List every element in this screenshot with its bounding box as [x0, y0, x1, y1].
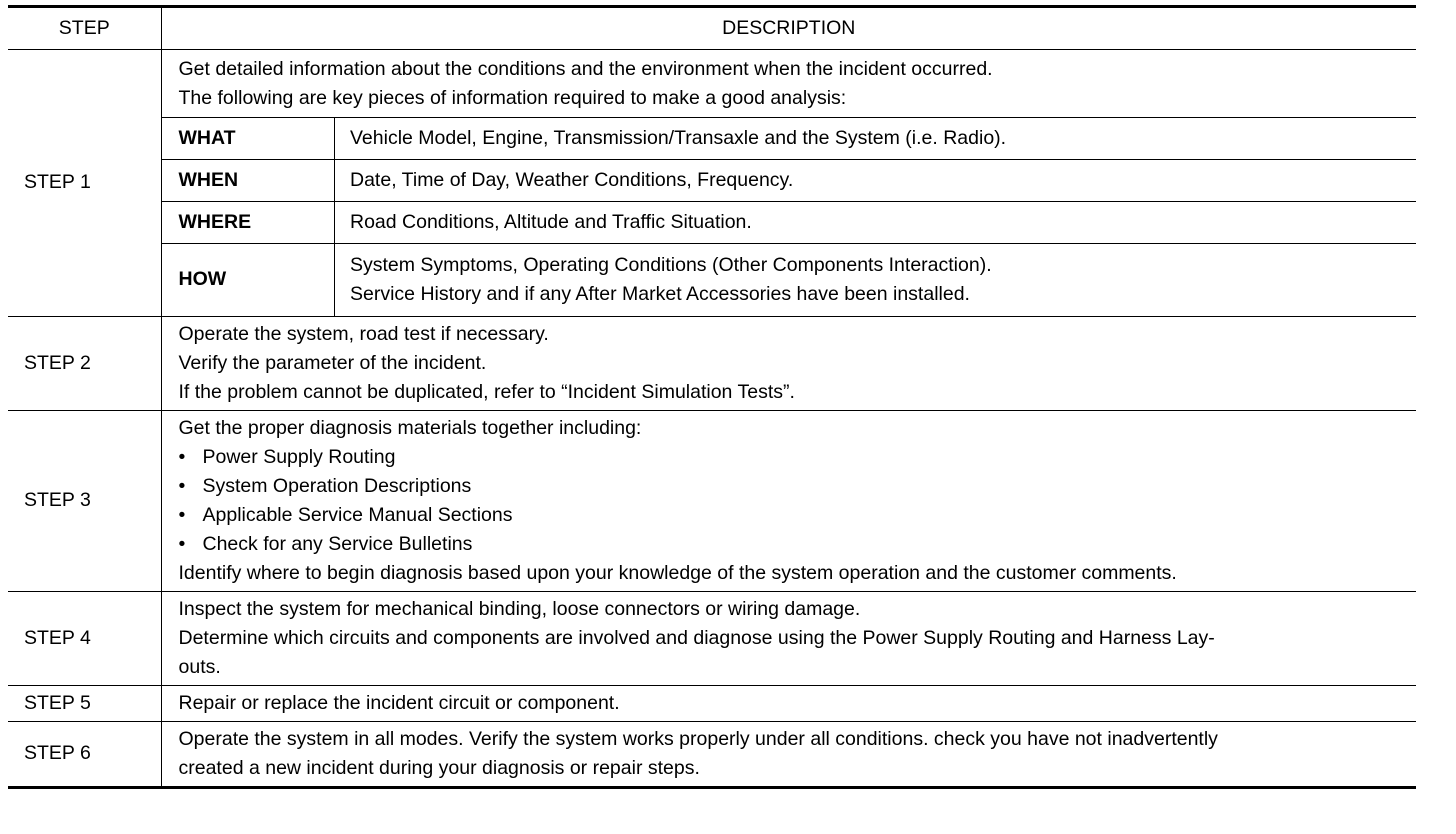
- key-row-how: [162, 244, 1417, 316]
- step-1-row: [8, 50, 1416, 317]
- step-4-row: [8, 591, 1416, 685]
- bullet-glyph: •: [178, 474, 186, 497]
- desc-line: Verify the parameter of the incident.: [178, 351, 487, 374]
- bullet-item: [179, 443, 1401, 472]
- key-value: [335, 202, 1417, 244]
- bullet-text: System Operation Descriptions: [202, 474, 472, 497]
- step-6-label: STEP 6: [8, 721, 161, 787]
- step-2-description: [161, 316, 1416, 410]
- step-2-row: [8, 316, 1416, 410]
- step-2-label: STEP 2: [8, 316, 161, 410]
- key-row-what: [162, 118, 1417, 160]
- step-1-intro-line: Get detailed information about the conditions and the environment when the incident occurred.: [178, 58, 993, 80]
- desc-line: Operate the system, road test if necessary.: [178, 322, 549, 345]
- bullet-item: [179, 501, 1401, 530]
- step-1-key-info-table: [162, 117, 1417, 316]
- bullet-glyph: •: [178, 503, 186, 526]
- desc-line: If the problem cannot be duplicated, refer to “Incident Simulation Tests”.: [178, 380, 795, 403]
- diagnosis-steps-table: [8, 5, 1416, 789]
- step-5-label: STEP 5: [8, 685, 161, 721]
- bullet-item: [179, 472, 1401, 501]
- bullet-item: [179, 530, 1401, 559]
- key-value-line: Date, Time of Day, Weather Conditions, Frequency.: [350, 169, 794, 191]
- bullet-text: Power Supply Routing: [202, 445, 396, 468]
- diagnosis-steps-sheet: [8, 5, 1416, 789]
- header-step: STEP: [8, 7, 161, 50]
- key-value-line: System Symptoms, Operating Conditions (Other Components Interaction).: [350, 253, 992, 276]
- step-6-description: [161, 721, 1416, 787]
- header-description: DESCRIPTION: [161, 7, 1416, 50]
- key-row-where: [162, 202, 1417, 244]
- step-3-label: STEP 3: [8, 410, 161, 591]
- step-4-label: STEP 4: [8, 591, 161, 685]
- header-row: [8, 7, 1416, 50]
- step-1-intro: [162, 50, 1417, 117]
- desc-line: Get the proper diagnosis materials together including:: [178, 416, 642, 439]
- key-label: WHAT: [162, 118, 335, 160]
- desc-line: Repair or replace the incident circuit or component.: [178, 691, 620, 714]
- step-1-description: [161, 50, 1416, 317]
- desc-line: Operate the system in all modes. Verify the system works properly under all conditions. check you have not inadvertently: [178, 727, 1218, 750]
- desc-line: created a new incident during your diagnosis or repair steps.: [178, 756, 700, 779]
- key-value: [335, 118, 1417, 160]
- key-value-line: Service History and if any After Market Accessories have been installed.: [350, 282, 970, 305]
- desc-line: Determine which circuits and components are involved and diagnose using the Power Supply Routing and Harness Lay-: [178, 626, 1215, 649]
- desc-line: Identify where to begin diagnosis based upon your knowledge of the system operation and the customer comments.: [178, 561, 1177, 584]
- bullet-text: Check for any Service Bulletins: [202, 532, 473, 555]
- desc-line: outs.: [178, 655, 221, 678]
- key-value-line: Vehicle Model, Engine, Transmission/Transaxle and the System (i.e. Radio).: [350, 127, 1007, 149]
- key-label: WHEN: [162, 160, 335, 202]
- step-4-description: [161, 591, 1416, 685]
- key-label: WHERE: [162, 202, 335, 244]
- bullet-glyph: •: [178, 445, 186, 468]
- step-1-intro-line: The following are key pieces of information required to make a good analysis:: [178, 87, 847, 109]
- step-3-description: [161, 410, 1416, 591]
- step-5-description: [161, 685, 1416, 721]
- key-value-line: Road Conditions, Altitude and Traffic Situation.: [350, 211, 752, 233]
- key-label: HOW: [162, 244, 335, 316]
- step-3-row: [8, 410, 1416, 591]
- bullet-text: Applicable Service Manual Sections: [202, 503, 513, 526]
- step-5-row: [8, 685, 1416, 721]
- desc-line: Inspect the system for mechanical binding, loose connectors or wiring damage.: [178, 597, 861, 620]
- step-1-label: STEP 1: [8, 50, 161, 317]
- key-row-when: [162, 160, 1417, 202]
- key-value: [335, 244, 1417, 316]
- key-value: [335, 160, 1417, 202]
- step-6-row: [8, 721, 1416, 787]
- bullet-glyph: •: [178, 532, 186, 555]
